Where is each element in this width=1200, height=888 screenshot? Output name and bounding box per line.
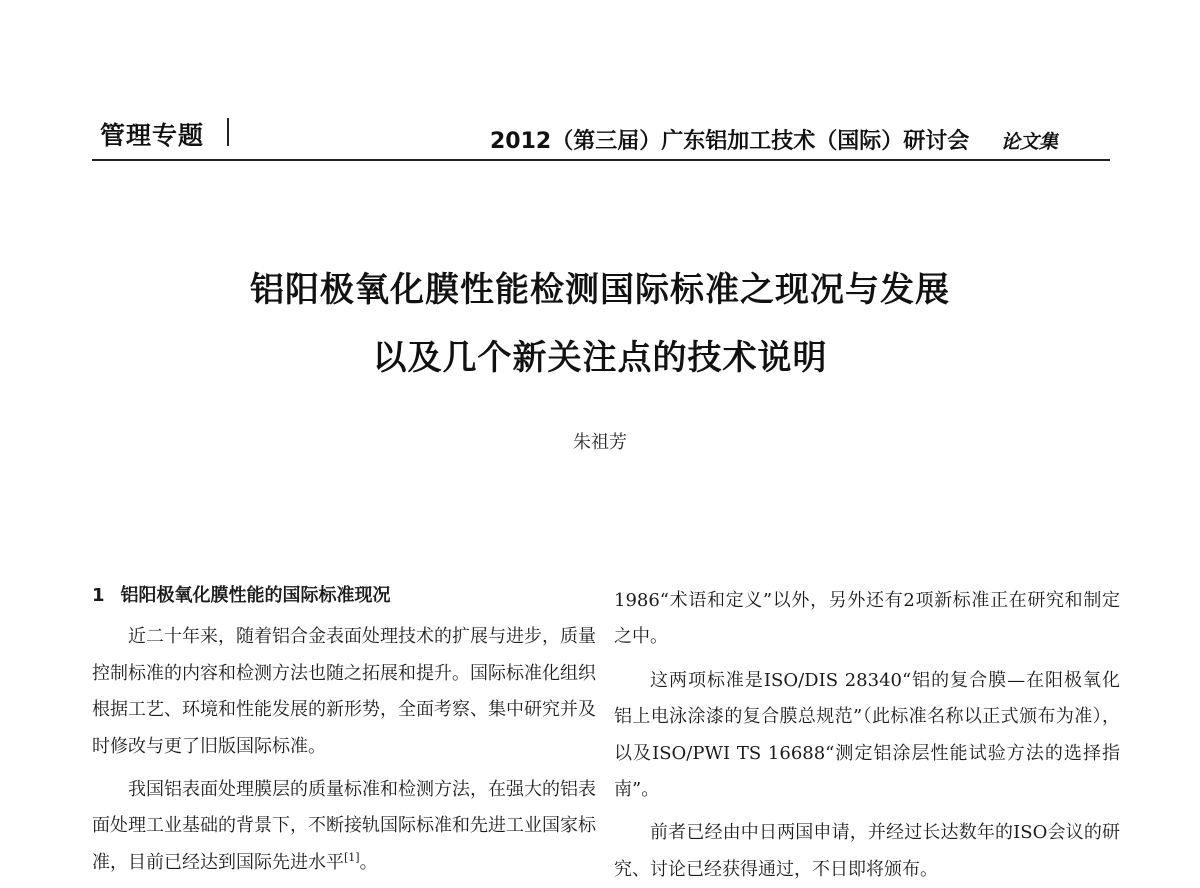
body-paragraph: 前者已经由中日两国申请，并经过长达数年的ISO会议的研究、讨论已经获得通过，不日即将颁布。 [614, 822, 1120, 880]
section-number: 1 [92, 585, 105, 606]
journal-title-sub: 论文集 [1000, 131, 1058, 153]
body-paragraph-end: 。 [359, 851, 378, 873]
body-paragraph: 1986“术语和定义”以外，另外还有2项新标准正在研究和制定之中。 [614, 590, 1120, 648]
body-paragraph: 近二十年来，随着铝合金表面处理技术的扩展与进步，质量控制标准的内容和检测方法也随之拓展和提升。国际标准化组织根据工艺、环境和性能发展的新形势，全面考察、集中研究并及时修改与更了旧版国际标准。 [92, 626, 596, 757]
journal-title-main: 2012（第三届）广东铝加工技术（国际）研讨会 [490, 129, 970, 154]
section-heading [92, 583, 596, 619]
header-divider-bar [227, 118, 229, 146]
body-paragraph: 这两项标准是ISO/DIS 28340“铝的复合膜—在阳极氧化铝上电泳涂漆的复合膜总规范”（此标准名称以正式颁布为准），以及ISO/PWI TS 16688“测定铝涂层性能试验方法的选择指南”。 [614, 669, 1120, 801]
journal-title [490, 124, 1058, 155]
body-paragraph-text: 我国铝表面处理膜层的质量标准和检测方法，在强大的铝表面处理工业基础的背景下，不断接轨国际标准和先进工业国家标准，目前已经达到国际先进水平 [92, 779, 596, 873]
section-label: 管理专题 [100, 121, 205, 150]
header-rule [92, 159, 1110, 161]
right-column [614, 583, 1120, 888]
paper-title-line-2: 以及几个新关注点的技术说明 [372, 338, 828, 378]
left-column [92, 583, 596, 881]
section-heading-text: 铝阳极氧化膜性能的国际标准现况 [120, 585, 391, 606]
paper-author: 朱祖芳 [573, 432, 627, 453]
paper-title-line-1: 铝阳极氧化膜性能检测国际标准之现况与发展 [250, 270, 950, 310]
citation-marker: [1] [344, 850, 360, 864]
